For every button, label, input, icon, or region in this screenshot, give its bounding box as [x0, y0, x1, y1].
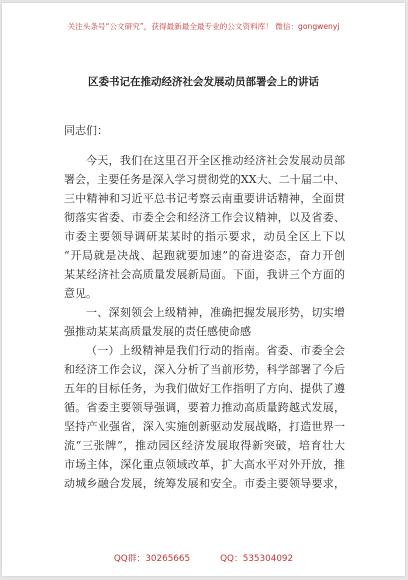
document-page	[2, 3, 405, 576]
paragraph-line: （一）上级精神是我们行动的指南。省委、市委全会	[86, 344, 345, 357]
paragraph-line: 三中精神和习近平总书记考察云南重要讲话精神，全面贯	[64, 192, 345, 205]
document-title: 区委书记在推动经济社会发展动员部署会上的讲话	[88, 76, 319, 88]
paragraph-line: 五年的目标任务，为我们做好工作指明了方向、提供了遵	[64, 382, 345, 395]
paragraph-line: 署会，主要任务是深入学习贯彻党的XX大、二十届二中、	[64, 173, 345, 186]
paragraph-line: 彻落实省委、市委全会和经济工作会议精神，以及省委、	[64, 211, 345, 224]
paragraph-line: 坚持产业强省，深入实施创新驱动发展战略，打造世界一	[64, 420, 345, 433]
paragraph-line: 市委主要领导调研某某时的指示要求，动员全区上下以	[64, 230, 345, 243]
contact-footer	[2, 551, 405, 564]
paragraph-line: “开局就是决战、起跑就要加速”的奋进姿态，奋力开创	[64, 249, 345, 262]
qq-group-text: QQ群：30265665	[113, 554, 191, 564]
paragraph-line: 今天，我们在这里召开全区推动经济社会发展动员部	[86, 154, 345, 167]
paragraph-line: 动城乡融合发展，统筹发展和安全。市委主要领导要求，	[64, 477, 345, 490]
paragraph-line: 市场主体，深化重点领域改革，扩大高水平对外开放，推	[64, 458, 345, 471]
paragraph-line: 循。省委主要领导强调，要着力推动高质量跨越式发展，	[64, 401, 345, 414]
section-heading-line: 强推动某某高质量发展的责任感使命感	[64, 325, 251, 338]
qq-contact-text: QQ：535304092	[220, 554, 294, 564]
paragraph-line: 意见。	[64, 287, 97, 300]
paragraph-line: 某某经济社会高质量发展新局面。下面，我讲三个方面的	[64, 268, 345, 281]
salutation: 同志们：	[64, 124, 108, 137]
paragraph-line: 流“三张牌”，推动园区经济发展取得新突破，培育壮大	[64, 439, 345, 452]
document-body	[64, 121, 345, 493]
section-heading-line: 一、深刻领会上级精神，准确把握发展形势，切实增	[86, 306, 345, 319]
promo-header: 关注头条号“公文研究”，获得最新最全最专业的公文资料库！ 微信：gongwenyj	[67, 22, 340, 31]
paragraph-line: 和经济工作会议，深入分析了当前形势，科学部署了今后	[64, 363, 345, 376]
